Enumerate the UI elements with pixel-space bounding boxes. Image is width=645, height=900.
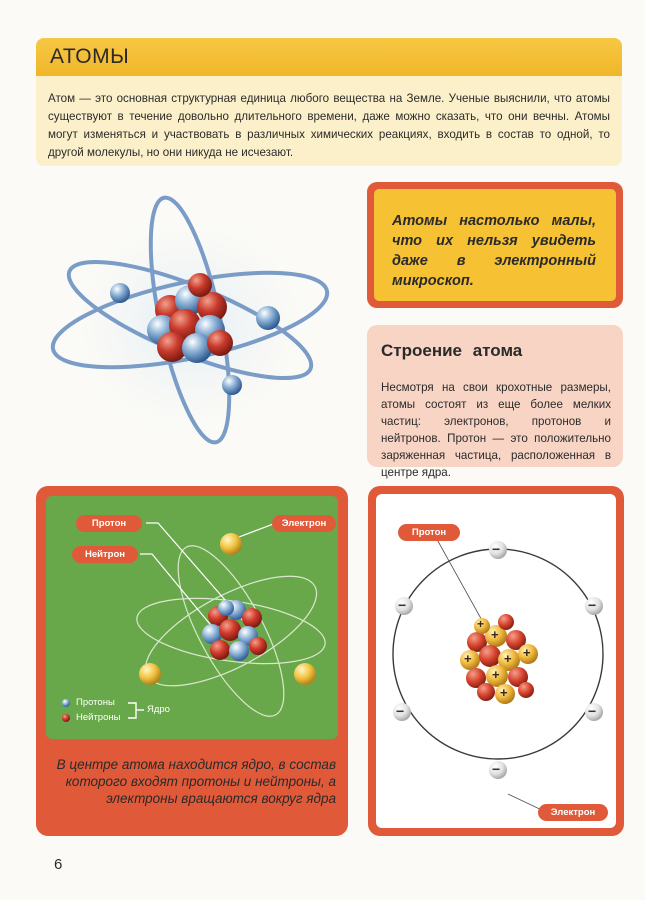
structure-text: Несмотря на свои крохотные размеры, атомы состоят из еще более мелких частиц: электронов, протонов и нейтронов. Протон — это положительно заряженная частица, расположенная в центре ядра. — [381, 381, 611, 479]
electron-label: Электрон — [538, 804, 608, 821]
atom-illustration — [40, 185, 360, 470]
neutron-label: Нейтрон — [72, 546, 138, 563]
title-bar — [36, 38, 622, 76]
proton-symbol: + — [492, 667, 500, 682]
electron-symbol: − — [492, 761, 501, 777]
electron-symbol: − — [588, 597, 597, 613]
orbit-diagram-panel — [368, 486, 624, 836]
proton-symbol: + — [523, 645, 531, 660]
atom-diagram-panel — [36, 486, 348, 836]
legend-protons: Протоны — [76, 697, 115, 708]
electron-symbol: − — [398, 597, 407, 613]
orbit-diagram-inner — [376, 494, 616, 828]
fact-text: Атомы настолько малы, что их нельзя увидеть даже в электронный микроскоп. — [392, 213, 596, 289]
atom-diagram-green — [46, 496, 338, 739]
structure-panel — [367, 325, 623, 479]
intro-text: Атом — это основная структурная единица любого вещества на Земле. Ученые выяснили, что атомы существуют в течение довольно длительного времени, даже можно сказать, что они вечны. Атомы могут изменяться и участвовать в различных химических реакциях, входить в состав то одной, то другой молекулы, но они никуда не исчезают. — [48, 92, 610, 159]
proton-label: Протон — [398, 524, 460, 541]
proton-symbol: + — [504, 651, 512, 666]
fact-callout — [367, 182, 623, 308]
diagram-caption: В центре атома находится ядро, в состав которого входят протоны и нейтроны, а электроны вращаются вокруг ядра — [56, 757, 336, 806]
proton-symbol: + — [477, 617, 485, 631]
proton-label: Протон — [76, 515, 142, 532]
proton-symbol: + — [500, 685, 508, 700]
page-number: 6 — [54, 856, 63, 873]
legend-nucleus: Ядро — [147, 704, 170, 715]
electron-symbol: − — [492, 541, 501, 557]
proton-symbol: + — [464, 651, 472, 666]
proton-symbol: + — [491, 627, 499, 642]
electron-symbol: − — [588, 703, 597, 719]
electron-label: Электрон — [272, 515, 336, 532]
intro-panel — [36, 38, 622, 166]
legend-neutrons: Нейтроны — [76, 712, 121, 723]
page-title: АТОМЫ — [50, 45, 130, 68]
electron-symbol: − — [396, 703, 405, 719]
fact-callout-inner — [374, 189, 616, 301]
structure-title: Строение атома — [381, 341, 523, 360]
